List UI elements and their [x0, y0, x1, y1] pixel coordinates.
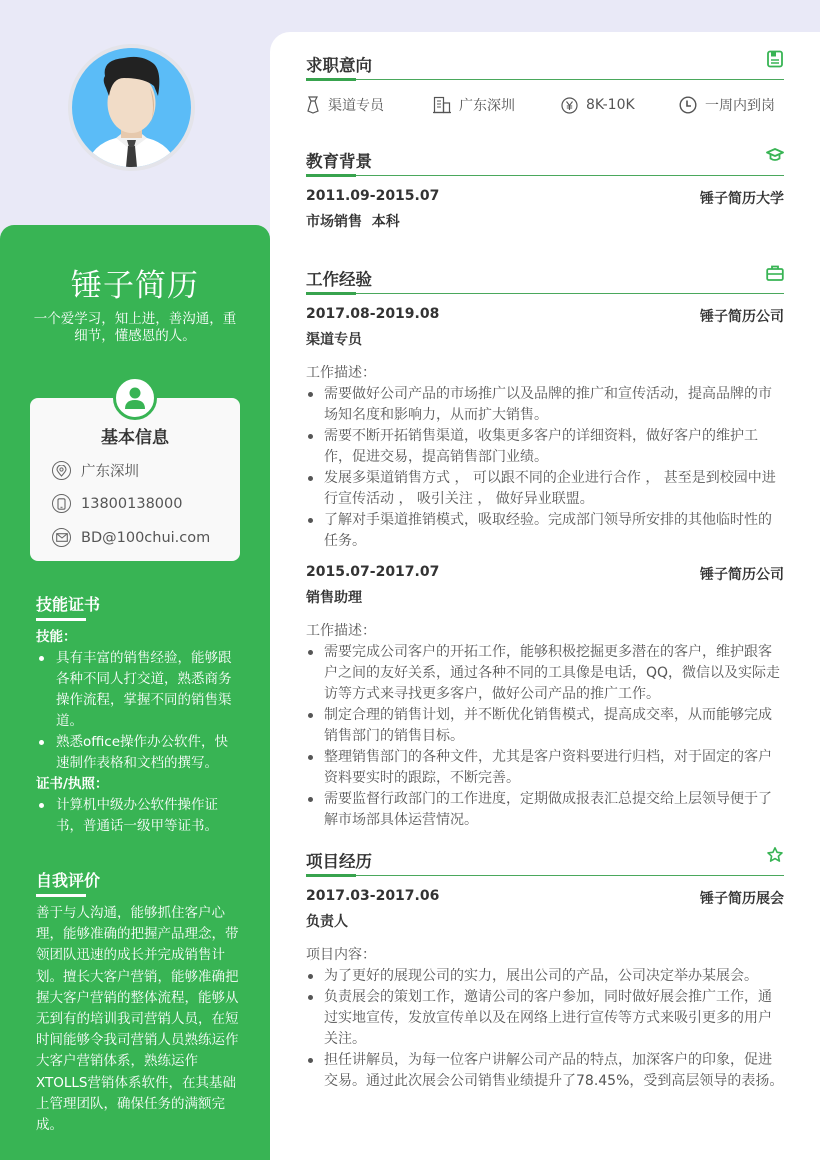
intent-location-value: 广东深圳	[459, 98, 515, 114]
info-phone	[52, 494, 182, 513]
work-period: 2017.08-2019.08	[306, 306, 440, 322]
cert-label: 证书/执照：	[36, 776, 109, 792]
list-item: 发展多渠道销售方式 ， 可以跟不同的企业进行合作 ， 甚至是到校园中进行宣传活动 ， 吸引关注 ， 做好异业联盟。	[306, 468, 784, 510]
info-email-value: BD@100chui.com	[81, 529, 211, 546]
education-major: 市场销售 本科	[306, 214, 400, 230]
skills-block	[36, 627, 241, 837]
title-underline	[306, 874, 356, 877]
section-education	[306, 146, 784, 231]
basic-info-card	[30, 398, 240, 561]
tie-icon	[306, 96, 320, 114]
work-entry	[306, 564, 784, 831]
project-name: 锤子简历展会	[700, 891, 784, 907]
job-intent-row	[306, 95, 784, 115]
project-entry-head	[306, 888, 784, 908]
yen-icon	[561, 97, 578, 114]
list-item: 熟悉office操作办公软件，快速制作表格和文档的撰写。	[36, 732, 241, 774]
section-header	[306, 264, 784, 294]
work-position: 销售助理	[306, 590, 362, 606]
work-desc-label: 工作描述：	[306, 365, 376, 381]
work-desc-label: 工作描述：	[306, 623, 376, 639]
star-icon	[766, 846, 784, 864]
info-email	[52, 528, 210, 547]
list-item: 需要不断开拓销售渠道，收集更多客户的详细资料，做好客户的维护工作，促进交易，提高销售部门业绩。	[306, 426, 784, 468]
education-period: 2011.09-2015.07	[306, 188, 440, 204]
skills-list	[36, 648, 241, 774]
section-job-intent	[306, 50, 784, 115]
list-item: 整理销售部门的各种文件，尤其是客户资料要进行归档，对于固定的客户资料要实时的跟踪，不断完善。	[306, 747, 784, 789]
clock-icon	[679, 96, 697, 114]
work-company: 锤子简历公司	[700, 309, 784, 325]
list-item: 计算机中级办公软件操作证书，普通话一级甲等证书。	[36, 795, 241, 837]
section-title: 求职意向	[306, 56, 372, 75]
basic-info-title: 基本信息	[101, 428, 169, 448]
briefcase-icon	[766, 264, 784, 282]
skills-label: 技能：	[36, 629, 77, 645]
building-icon	[433, 96, 451, 114]
project-role: 负责人	[306, 914, 348, 930]
section-title: 工作经验	[306, 270, 372, 289]
phone-icon	[52, 494, 71, 513]
work-company: 锤子简历公司	[700, 567, 784, 583]
info-location-value: 广东深圳	[81, 464, 139, 480]
section-header	[306, 50, 784, 80]
list-item: 负责展会的策划工作，邀请公司的客户参加，同时做好展会推广工作，通过实地宣传，发放宣传单以及在网络上进行宣传等方式来吸引更多的用户关注。	[306, 987, 784, 1050]
work-position: 渠道专员	[306, 332, 362, 348]
info-location	[52, 460, 139, 481]
self-eval-title: 自我评价	[36, 868, 100, 891]
self-eval-text: 善于与人沟通，能够抓住客户心理，能够准确的把握产品理念，带领团队迅速的成长并完成销售计划。擅长大客户营销，能够准确把握大客户营销的整体流程，能够从无到有的培训我司营销人员，在短时间能够令我司营销人员熟练运作大客户营销体系，熟练运作XTOLLS营销体系软件，在其基础上管理团队，确保任务的满额完成。	[36, 905, 239, 1134]
education-school: 锤子简历大学	[700, 191, 784, 207]
location-icon	[52, 461, 71, 480]
work-entry-head	[306, 306, 784, 326]
list-item: 为了更好的展现公司的实力，展出公司的产品，公司决定举办某展会。	[306, 966, 784, 987]
project-desc-list	[306, 966, 784, 1092]
intent-salary-value: 8K-10K	[586, 97, 635, 113]
title-underline	[306, 174, 356, 177]
list-item: 担任讲解员，为每一位客户讲解公司产品的特点，加深客户的印象，促进交易。通过此次展会公司销售业绩提升了78.45%，受到高层领导的表扬。	[306, 1050, 784, 1092]
candidate-name: 锤子简历	[71, 268, 199, 304]
title-underline	[306, 292, 356, 295]
section-header	[306, 846, 784, 876]
candidate-motto: 一个爱学习，知上进，善沟通，重细节，懂感恩的人。	[33, 311, 237, 344]
email-icon	[52, 528, 71, 547]
document-icon	[766, 50, 784, 68]
work-entry	[306, 306, 784, 552]
section-title: 项目经历	[306, 852, 372, 871]
section-title: 教育背景	[306, 152, 372, 171]
graduation-cap-icon	[766, 146, 784, 164]
work-entry-head	[306, 564, 784, 584]
section-work	[306, 264, 784, 831]
left-sidebar	[0, 225, 270, 1160]
intent-position	[306, 95, 433, 115]
list-item: 需要监督行政部门的工作进度，定期做成报表汇总提交给上层领导便于了解市场部具体运营情况。	[306, 789, 784, 831]
main-content	[270, 32, 820, 1160]
list-item: 了解对手渠道推销模式，吸取经验。完成部门领导所安排的其他临时性的任务。	[306, 510, 784, 552]
skills-title: 技能证书	[36, 592, 100, 615]
list-item: 具有丰富的销售经验，能够跟各种不同人打交道，熟悉商务操作流程，掌握不同的销售渠道。	[36, 648, 241, 732]
section-project	[306, 846, 784, 1092]
person-illustration-icon	[72, 48, 191, 167]
section-header	[306, 146, 784, 176]
work-period: 2015.07-2017.07	[306, 564, 440, 580]
list-item: 需要做好公司产品的市场推广以及品牌的推广和宣传活动，提高品牌的市场知名度和影响力，从而扩大销售。	[306, 384, 784, 426]
user-icon	[113, 376, 157, 420]
work-desc-list	[306, 384, 784, 552]
education-entry-head	[306, 188, 784, 208]
title-underline	[306, 78, 356, 81]
project-desc-label: 项目内容：	[306, 947, 376, 963]
avatar-image	[72, 48, 191, 167]
list-item: 制定合理的销售计划，并不断优化销售模式，提高成交率，从而能够完成销售部门的销售目标。	[306, 705, 784, 747]
avatar	[68, 44, 195, 171]
intent-salary	[561, 95, 679, 115]
list-item: 需要完成公司客户的开拓工作，能够积极挖掘更多潜在的客户，维护跟客户之间的友好关系，通过各种不同的工具像是电话，QQ，微信以及实际走访等方式来寻找更多客户，做好公司产品的推广工作。	[306, 642, 784, 705]
intent-availability	[679, 95, 775, 115]
info-phone-value: 13800138000	[81, 495, 183, 512]
cert-list	[36, 795, 241, 837]
project-period: 2017.03-2017.06	[306, 888, 440, 904]
intent-position-value: 渠道专员	[328, 98, 384, 114]
intent-availability-value: 一周内到岗	[705, 98, 775, 114]
intent-location	[433, 95, 561, 115]
work-desc-list	[306, 642, 784, 831]
